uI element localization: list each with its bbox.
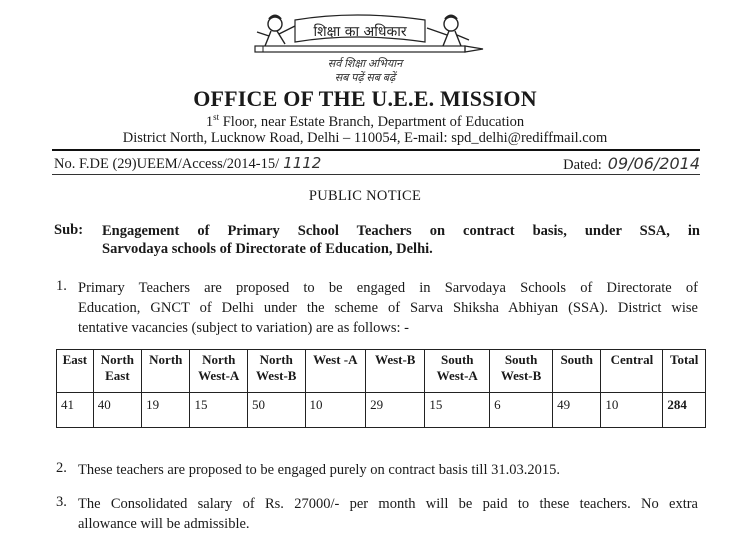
table-cell: 40 — [93, 393, 141, 428]
table-header-cell: West -A — [305, 350, 366, 393]
table-cell: 19 — [142, 393, 190, 428]
vacancy-table — [56, 349, 706, 428]
paragraph-3-line-1: The Consolidated salary of Rs. 27000/- per month will be paid to these teachers. No extra — [78, 496, 698, 512]
table-header-cell: Total — [663, 350, 706, 393]
table-header-cell: South West-B — [490, 350, 553, 393]
address-line-1-text: Floor, near Estate Branch, Department of Education — [219, 113, 525, 130]
reference-number-text: No. F.DE (29)UEEM/Access/2014-15/ — [54, 156, 280, 172]
logo-title: शिक्षा का अधिकार — [313, 24, 407, 40]
table-header-cell: East — [57, 350, 94, 393]
paragraph-1-line-1: Primary Teachers are proposed to be engaged in Sarvodaya Schools of Directorate of — [78, 280, 698, 296]
paragraph-3-line-2: allowance will be admissible. — [78, 516, 250, 532]
table-header-cell: North West-B — [247, 350, 305, 393]
table-cell: 6 — [490, 393, 553, 428]
table-header-cell: West-B — [366, 350, 425, 393]
paragraph-1-line-2: Education, GNCT of Delhi under the scheme of Sarva Shiksha Abhiyan (SSA). District wise — [78, 300, 698, 316]
paragraph-1-number: 1. — [56, 278, 67, 294]
table-cell: 10 — [305, 393, 366, 428]
table-header-cell: Central — [601, 350, 663, 393]
notice-title: PUBLIC NOTICE — [308, 188, 422, 204]
header-divider — [52, 149, 700, 151]
table-header-cell: South West-A — [425, 350, 490, 393]
tagline-2: सब पढ़ें सब बढ़ें — [334, 72, 396, 84]
handwritten-date: 09/06/2014 — [607, 154, 700, 173]
table-cell: 49 — [553, 393, 601, 428]
table-cell: 15 — [425, 393, 490, 428]
paragraph-3-number: 3. — [56, 494, 67, 510]
paragraph-2-line-1: These teachers are proposed to be engaged purely on contract basis till 31.03.2015. — [78, 462, 560, 478]
tagline-1: सर्व शिक्षा अभियान — [327, 58, 403, 70]
dated-field — [563, 154, 700, 174]
table-cell: 41 — [57, 393, 94, 428]
table-header-row — [57, 350, 706, 393]
table-header-cell: North — [142, 350, 190, 393]
paragraph-2-number: 2. — [56, 460, 67, 476]
reference-divider — [52, 174, 700, 175]
address-line-1 — [0, 112, 730, 131]
subject-line-1: Engagement of Primary School Teachers on contract basis, under SSA, in — [102, 223, 700, 239]
dated-label: Dated: — [563, 157, 602, 173]
table-cell-total: 284 — [663, 393, 706, 428]
table-row — [57, 393, 706, 428]
reference-number — [54, 154, 321, 173]
table-cell: 10 — [601, 393, 663, 428]
floor-ordinal: st — [213, 112, 220, 122]
table-header-cell: North West-A — [190, 350, 248, 393]
table-header-cell: North East — [93, 350, 141, 393]
office-title: OFFICE OF THE U.E.E. MISSION — [193, 86, 537, 111]
floor-number: 1 — [205, 113, 214, 130]
table-cell: 50 — [247, 393, 305, 428]
subject-line-2: Sarvodaya schools of Directorate of Education, Delhi. — [102, 241, 433, 257]
paragraph-1-line-3: tentative vacancies (subject to variation) are as follows: - — [78, 320, 409, 336]
table-header-cell: South — [553, 350, 601, 393]
handwritten-number: 1112 — [283, 154, 322, 172]
table-cell: 29 — [366, 393, 425, 428]
table-cell: 15 — [190, 393, 248, 428]
address-line-2: District North, Lucknow Road, Delhi – 110054, E-mail: spd_delhi@rediffmail.com — [122, 130, 608, 146]
subject-label: Sub: — [54, 222, 84, 238]
